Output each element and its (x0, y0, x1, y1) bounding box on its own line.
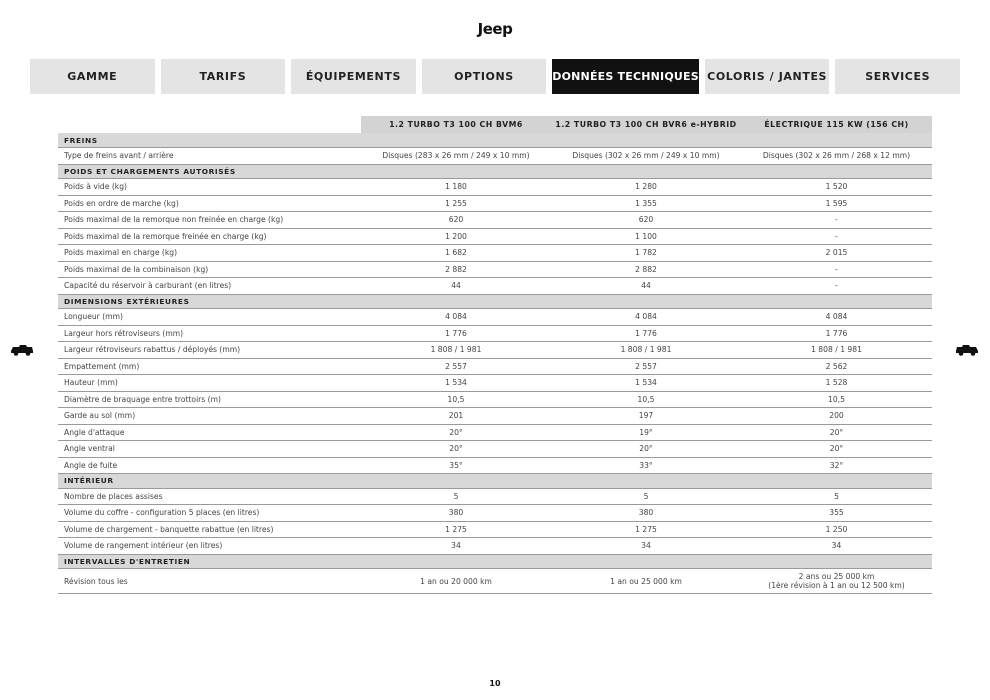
row-label: Poids maximal en charge (kg) (58, 245, 361, 262)
row-label: Volume du coffre - configuration 5 places (en litres) (58, 505, 361, 522)
tab-gamme[interactable]: GAMME (30, 59, 155, 94)
section-header-row (58, 294, 932, 309)
cell-value: 1 355 (551, 195, 741, 212)
cell-value: 1 534 (551, 375, 741, 392)
table-row (58, 408, 932, 425)
cell-value: 1 528 (741, 375, 932, 392)
cell-value: 1 180 (361, 179, 551, 196)
cell-value: 4 084 (741, 309, 932, 326)
row-label: Poids en ordre de marche (kg) (58, 195, 361, 212)
row-label: Angle ventral (58, 441, 361, 458)
cell-value: Disques (302 x 26 mm / 249 x 10 mm) (551, 148, 741, 165)
cell-value-stack (741, 572, 932, 590)
cell-value: 1 776 (551, 325, 741, 342)
cell-value: 34 (551, 538, 741, 555)
cell-value: 5 (551, 488, 741, 505)
tab-options[interactable]: OPTIONS (422, 59, 547, 94)
table-row (58, 228, 932, 245)
table-row (58, 488, 932, 505)
section-title: FREINS (58, 133, 932, 148)
row-label: Empattement (mm) (58, 358, 361, 375)
table-row (58, 261, 932, 278)
cell-value: 380 (551, 505, 741, 522)
table-row (58, 245, 932, 262)
table-row (58, 375, 932, 392)
tab-donnees-techniques[interactable]: DONNÉES TECHNIQUES (552, 59, 699, 94)
main-tabs (30, 59, 960, 94)
cell-value: 2 562 (741, 358, 932, 375)
cell-value: 2 557 (361, 358, 551, 375)
tab-services[interactable]: SERVICES (835, 59, 960, 94)
cell-value: 1 808 / 1 981 (741, 342, 932, 359)
cell-value: 4 084 (551, 309, 741, 326)
table-row (58, 195, 932, 212)
table-row (58, 391, 932, 408)
section-header-row (58, 554, 932, 569)
section-title: DIMENSIONS EXTÉRIEURES (58, 294, 932, 309)
table-row (58, 278, 932, 295)
cell-value: 5 (361, 488, 551, 505)
tab-equipements[interactable]: ÉQUIPEMENTS (291, 59, 416, 94)
cell-value: 620 (361, 212, 551, 229)
cell-value: 1 100 (551, 228, 741, 245)
cell-value: 1 an ou 20 000 km (361, 569, 551, 594)
cell-value: - (741, 228, 932, 245)
row-label: Longueur (mm) (58, 309, 361, 326)
row-label: Volume de rangement intérieur (en litres) (58, 538, 361, 555)
table-row (58, 309, 932, 326)
row-label: Poids à vide (kg) (58, 179, 361, 196)
cell-value: 4 084 (361, 309, 551, 326)
jeep-logo: Jeep (477, 20, 513, 38)
cell-value: 2 015 (741, 245, 932, 262)
cell-value-note: (1ère révision à 1 an ou 12 500 km) (768, 581, 905, 590)
cell-value: 355 (741, 505, 932, 522)
table-row (58, 521, 932, 538)
cell-value: 620 (551, 212, 741, 229)
cell-value: - (741, 278, 932, 295)
row-label: Diamètre de braquage entre trottoirs (m) (58, 391, 361, 408)
section-header-row (58, 474, 932, 489)
cell-value: 1 275 (551, 521, 741, 538)
table-row (58, 457, 932, 474)
table-row (58, 424, 932, 441)
cell-value: 35° (361, 457, 551, 474)
cell-value: 197 (551, 408, 741, 425)
section-title: POIDS ET CHARGEMENTS AUTORISÉS (58, 164, 932, 179)
column-header: 1.2 TURBO T3 100 CH BVM6 (361, 116, 551, 133)
column-header: 1.2 TURBO T3 100 CH BVR6 e-HYBRID (551, 116, 741, 133)
cell-value: - (741, 261, 932, 278)
cell-value: 1 595 (741, 195, 932, 212)
table-row (58, 441, 932, 458)
row-label: Poids maximal de la combinaison (kg) (58, 261, 361, 278)
table-row (58, 505, 932, 522)
row-label: Nombre de places assises (58, 488, 361, 505)
table-row (58, 342, 932, 359)
cell-value: 19° (551, 424, 741, 441)
cell-value: 1 250 (741, 521, 932, 538)
column-header: ÉLECTRIQUE 115 KW (156 CH) (741, 116, 932, 133)
row-label: Volume de chargement - banquette rabattue (en litres) (58, 521, 361, 538)
row-label: Révision tous les (58, 569, 361, 594)
cell-value: 44 (361, 278, 551, 295)
cell-value: 1 808 / 1 981 (361, 342, 551, 359)
cell-value: 20° (361, 424, 551, 441)
section-header-row (58, 133, 932, 148)
cell-value: 1 782 (551, 245, 741, 262)
row-label: Angle d'attaque (58, 424, 361, 441)
cell-value: - (741, 212, 932, 229)
section-title: INTERVALLES D'ENTRETIEN (58, 554, 932, 569)
table-row (58, 212, 932, 229)
row-label: Poids maximal de la remorque non freinée en charge (kg) (58, 212, 361, 229)
cell-value: 32° (741, 457, 932, 474)
tab-tarifs[interactable]: TARIFS (161, 59, 286, 94)
section-title: INTÉRIEUR (58, 474, 932, 489)
cell-value: 2 882 (361, 261, 551, 278)
table-row (58, 179, 932, 196)
header-blank (58, 116, 361, 133)
table-row (58, 538, 932, 555)
row-label: Angle de fuite (58, 457, 361, 474)
cell-value: 1 776 (361, 325, 551, 342)
row-label: Largeur hors rétroviseurs (mm) (58, 325, 361, 342)
row-label: Poids maximal de la remorque freinée en charge (kg) (58, 228, 361, 245)
cell-value: 20° (741, 441, 932, 458)
table-row (58, 358, 932, 375)
cell-value: 5 (741, 488, 932, 505)
cell-value: 20° (361, 441, 551, 458)
jeep-vehicle-icon (955, 344, 979, 356)
cell-value: 1 682 (361, 245, 551, 262)
cell-value: 201 (361, 408, 551, 425)
tab-coloris-jantes[interactable]: COLORIS / JANTES (705, 59, 830, 94)
row-label: Capacité du réservoir à carburant (en litres) (58, 278, 361, 295)
table-header-row (58, 116, 932, 133)
row-label: Largeur rétroviseurs rabattus / déployés (mm) (58, 342, 361, 359)
cell-value: 380 (361, 505, 551, 522)
row-label: Type de freins avant / arrière (58, 148, 361, 165)
page-number: 10 (489, 679, 501, 688)
cell-value: 1 200 (361, 228, 551, 245)
cell-value: 1 776 (741, 325, 932, 342)
cell-value: 10,5 (361, 391, 551, 408)
cell-value: 1 275 (361, 521, 551, 538)
cell-value: 1 280 (551, 179, 741, 196)
cell-value-main: 2 ans ou 25 000 km (798, 572, 875, 581)
cell-value (741, 569, 932, 594)
cell-value: Disques (302 x 26 mm / 268 x 12 mm) (741, 148, 932, 165)
cell-value: 34 (741, 538, 932, 555)
cell-value: 20° (551, 441, 741, 458)
cell-value: 200 (741, 408, 932, 425)
cell-value: 1 534 (361, 375, 551, 392)
cell-value: 44 (551, 278, 741, 295)
section-header-row (58, 164, 932, 179)
cell-value: 1 520 (741, 179, 932, 196)
cell-value: 2 882 (551, 261, 741, 278)
jeep-vehicle-icon (10, 344, 34, 356)
table-row (58, 148, 932, 165)
row-label: Hauteur (mm) (58, 375, 361, 392)
cell-value: 10,5 (741, 391, 932, 408)
cell-value: 1 an ou 25 000 km (551, 569, 741, 594)
cell-value: 33° (551, 457, 741, 474)
specs-table-body (58, 133, 932, 594)
row-label: Garde au sol (mm) (58, 408, 361, 425)
specs-table (58, 116, 932, 594)
cell-value: 34 (361, 538, 551, 555)
cell-value: 1 255 (361, 195, 551, 212)
table-row (58, 569, 932, 594)
cell-value: 2 557 (551, 358, 741, 375)
specs-table-wrapper (58, 116, 932, 594)
table-row (58, 325, 932, 342)
cell-value: Disques (283 x 26 mm / 249 x 10 mm) (361, 148, 551, 165)
cell-value: 1 808 / 1 981 (551, 342, 741, 359)
cell-value: 20° (741, 424, 932, 441)
cell-value: 10,5 (551, 391, 741, 408)
